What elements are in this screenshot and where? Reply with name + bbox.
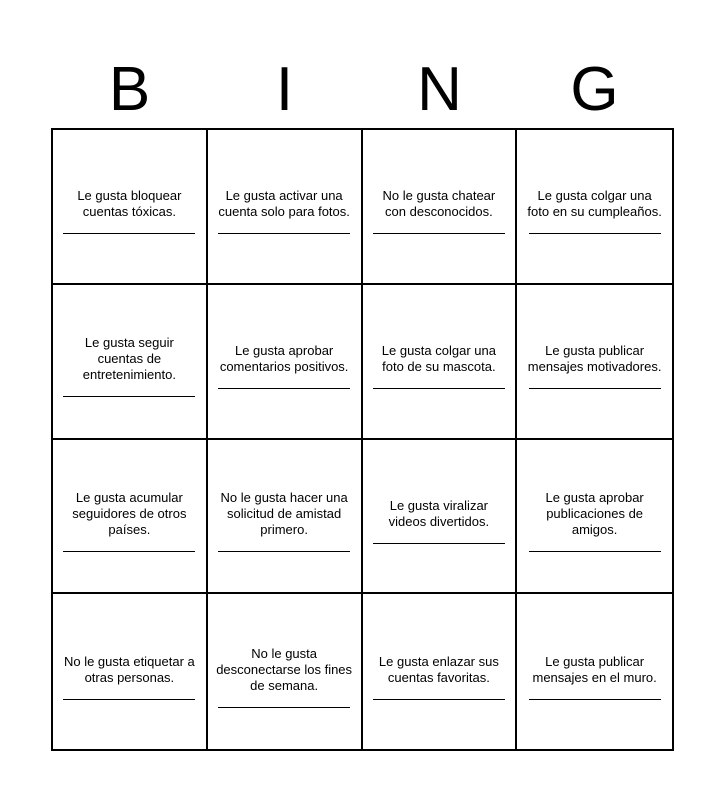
- cell-prompt: Le gusta publicar mensajes en el muro.: [532, 653, 657, 685]
- cell-prompt: No le gusta etiquetar a otras personas.: [63, 653, 195, 685]
- name-blank-line: [529, 388, 661, 389]
- bingo-cell: [53, 440, 208, 595]
- header-letter-i: I: [275, 55, 294, 124]
- name-blank-line: [373, 699, 505, 700]
- bingo-cell: [363, 285, 518, 440]
- header-letter-b: B: [108, 55, 151, 124]
- name-blank-line: [218, 388, 350, 389]
- cell-prompt: No le gusta desconectarse los fines de semana.: [216, 645, 353, 693]
- name-blank-line: [63, 233, 195, 234]
- name-blank-line: [373, 233, 505, 234]
- header-letter-n: N: [417, 55, 462, 124]
- bingo-cell: [363, 594, 518, 749]
- name-blank-line: [373, 543, 505, 544]
- cell-prompt: Le gusta viralizar videos divertidos.: [388, 497, 490, 529]
- name-blank-line: [529, 233, 661, 234]
- bingo-cell: [208, 130, 363, 285]
- bingo-cell: [208, 594, 363, 749]
- name-blank-line: [218, 551, 350, 552]
- cell-prompt: Le gusta aprobar comentarios positivos.: [219, 343, 349, 375]
- cell-prompt: No le gusta chatear con desconocidos.: [382, 188, 496, 220]
- name-blank-line: [373, 388, 505, 389]
- cell-prompt: Le gusta enlazar sus cuentas favoritas.: [378, 653, 499, 685]
- name-blank-line: [63, 396, 195, 397]
- bingo-cell: [363, 440, 518, 595]
- cell-prompt: Le gusta activar una cuenta solo para fotos.: [218, 188, 350, 220]
- name-blank-line: [218, 233, 350, 234]
- bingo-cell: [517, 594, 672, 749]
- bingo-cell: [363, 130, 518, 285]
- cell-prompt: No le gusta hacer una solicitud de amistad primero.: [220, 489, 348, 537]
- bingo-cell: [208, 285, 363, 440]
- header-letter-g: G: [570, 55, 619, 124]
- bingo-cell: [208, 440, 363, 595]
- bingo-cell: [517, 285, 672, 440]
- bingo-header: [52, 52, 672, 128]
- cell-prompt: Le gusta seguir cuentas de entretenimiento.: [82, 335, 176, 383]
- name-blank-line: [529, 699, 661, 700]
- cell-prompt: Le gusta bloquear cuentas tóxicas.: [77, 188, 182, 220]
- cell-prompt: Le gusta aprobar publicaciones de amigos.: [545, 489, 644, 537]
- bingo-cell: [53, 130, 208, 285]
- name-blank-line: [529, 551, 661, 552]
- name-blank-line: [63, 551, 195, 552]
- cell-prompt: Le gusta colgar una foto de su mascota.: [381, 343, 496, 375]
- cell-prompt: Le gusta acumular seguidores de otros países.: [72, 489, 187, 537]
- bingo-cell: [53, 594, 208, 749]
- bingo-cell: [517, 130, 672, 285]
- bingo-cell: [53, 285, 208, 440]
- name-blank-line: [63, 699, 195, 700]
- cell-prompt: Le gusta colgar una foto en su cumpleaños.: [527, 188, 662, 220]
- bingo-cell: [517, 440, 672, 595]
- bingo-board: [51, 128, 674, 751]
- cell-prompt: Le gusta publicar mensajes motivadores.: [527, 343, 662, 375]
- name-blank-line: [218, 707, 350, 708]
